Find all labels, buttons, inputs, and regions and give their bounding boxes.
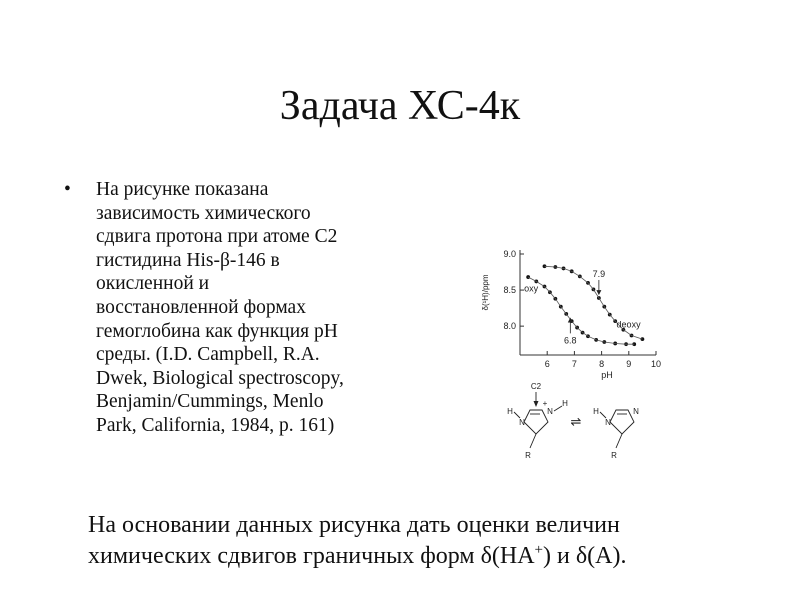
annotation-deoxy: 7.9 xyxy=(592,268,606,279)
y-tick-label: 8.0 xyxy=(503,321,516,332)
chart-axes xyxy=(520,250,656,355)
histidine-scheme xyxy=(507,382,639,460)
scheme-r-bond-left xyxy=(530,434,536,448)
scheme-r-left: R xyxy=(525,451,531,460)
y-tick-label: 8.5 xyxy=(503,285,516,296)
data-point-deoxy xyxy=(641,337,645,341)
scheme-nh-bond-1 xyxy=(514,412,520,418)
annotation-oxy: 6.8 xyxy=(564,335,577,346)
slide-title: Задача ХС-4к xyxy=(279,83,521,129)
bullet-block xyxy=(60,178,400,438)
ph-shift-chart xyxy=(470,238,670,470)
scheme-r-bond-right xyxy=(616,434,622,448)
series-label-deoxy: deoxy xyxy=(616,319,641,330)
chart-ticks xyxy=(481,249,661,380)
figure xyxy=(470,238,670,470)
scheme-n3-left: N xyxy=(547,407,553,416)
task-text xyxy=(88,510,768,572)
x-tick-label: 10 xyxy=(650,359,662,369)
scheme-c2-arrow-head xyxy=(534,401,539,407)
x-tick-label: 8 xyxy=(599,359,605,369)
task-line-2 xyxy=(88,541,768,572)
bullet-dot: • xyxy=(64,179,71,200)
arrow-deoxy-head xyxy=(596,290,601,295)
scheme-h3-left: H xyxy=(562,399,568,408)
x-tick-label: 9 xyxy=(626,359,632,369)
series-label-oxy: oxy xyxy=(524,283,539,294)
chart-points xyxy=(526,264,644,346)
scheme-h1-left: H xyxy=(507,407,513,416)
task-line-2a: химических сдвигов граничных форм δ(НА xyxy=(88,543,535,569)
chart-curves xyxy=(528,266,642,344)
scheme-h1-right: H xyxy=(593,407,599,416)
x-axis-label: pH xyxy=(601,370,613,380)
scheme-r-right: R xyxy=(611,451,617,460)
task-line-1: На основании данных рисунка дать оценки величин xyxy=(88,512,620,538)
task-sup-plus: + xyxy=(534,542,543,558)
x-tick-label: 7 xyxy=(571,359,577,369)
scheme-n3-right: N xyxy=(633,407,639,416)
scheme-n1-right: N xyxy=(605,418,611,427)
scheme-equilibrium: ⇌ xyxy=(570,414,582,429)
scheme-nh-bond-right xyxy=(600,412,606,418)
x-tick-label: 6 xyxy=(544,359,550,369)
data-point-oxy xyxy=(526,275,530,279)
y-tick-label: 9.0 xyxy=(503,249,516,259)
scheme-label-c2: C2 xyxy=(530,382,542,391)
scheme-nh-bond-3 xyxy=(554,406,562,411)
task-line-2b: ) и δ(А). xyxy=(543,543,627,569)
scheme-n1-left: N xyxy=(519,418,525,427)
bullet-text: На рисунке показана зависимость химического сдвига протона при атоме С2 гистидина His-β-146 в окисленной и восстановленной формах гемоглобина как функция pH среды. (I.D. Campbell, R.A. Dwek, Biological spectroscopy, Benjamin/Cummings, Menlo Park, California, 1984, p. 161) xyxy=(96,179,344,436)
y-axis-label: δ(¹H)/ppm xyxy=(481,274,490,311)
scheme-charge: + xyxy=(542,399,548,408)
